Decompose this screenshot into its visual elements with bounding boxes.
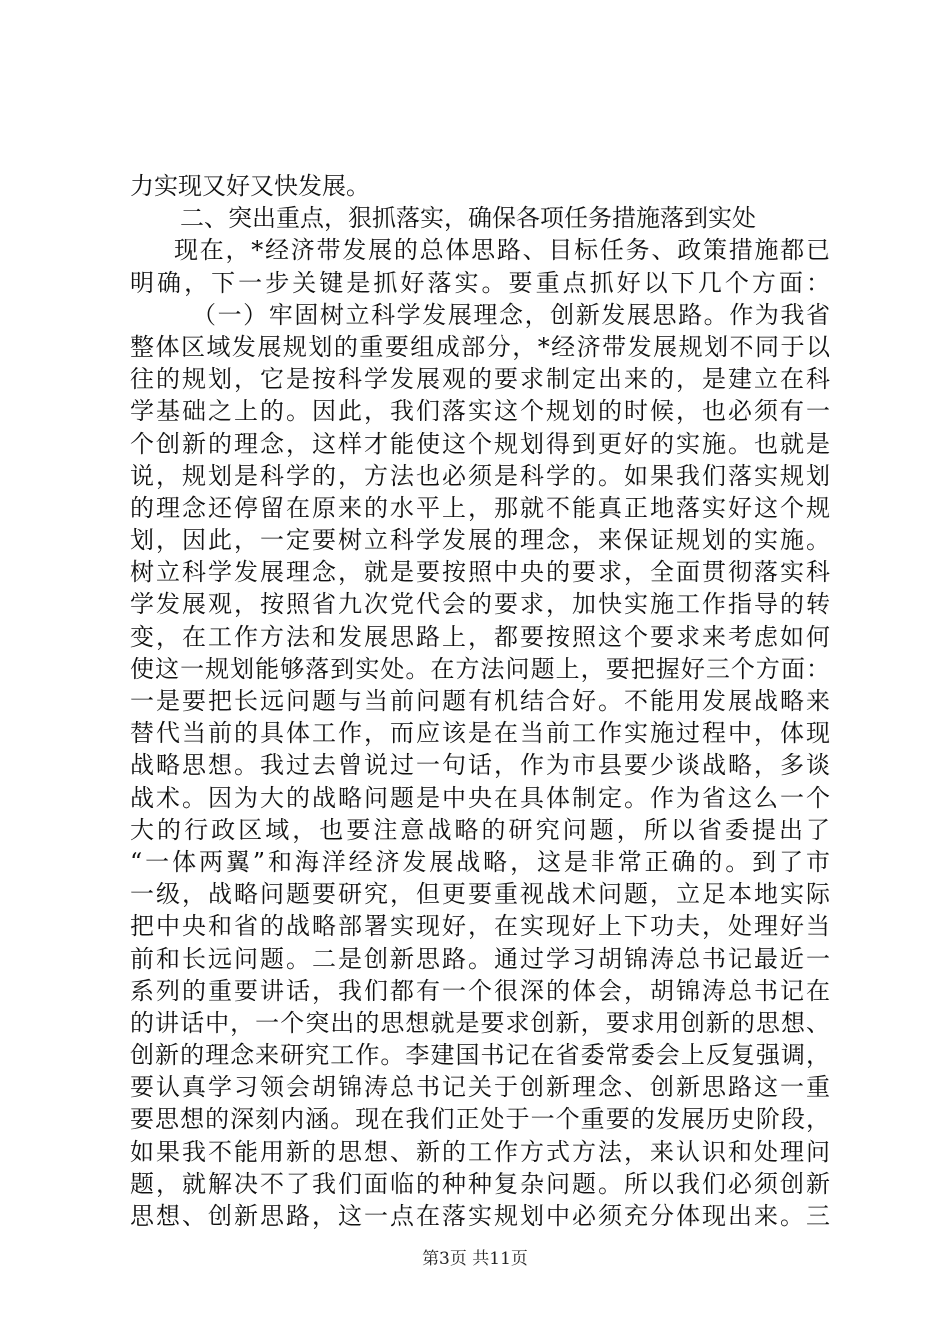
text-line: 系列的重要讲话，我们都有一个很深的体会，胡锦涛总书记在	[130, 976, 830, 1005]
text-line: 个创新的理念，这样才能使这个规划得到更好的实施。也就是	[130, 429, 830, 458]
body-text	[130, 170, 830, 1232]
text-line: 学基础之上的。因此，我们落实这个规划的时候，也必须有一	[130, 397, 830, 426]
text-line: 战术。因为大的战略问题是中央在具体制定。作为省这么一个	[130, 783, 830, 812]
text-line: 要思想的深刻内涵。现在我们正处于一个重要的发展历史阶段，	[130, 1105, 830, 1134]
text-line: 使这一规划能够落到实处。在方法问题上，要把握好三个方面：	[130, 654, 830, 683]
text-line: 思想、创新思路，这一点在落实规划中必须充分体现出来。三	[130, 1202, 830, 1230]
text-line: 明确，下一步关键是抓好落实。要重点抓好以下几个方面：	[130, 268, 830, 297]
text-line: 现在，*经济带发展的总体思路、目标任务、政策措施都已	[174, 236, 830, 265]
text-line: 的理念还停留在原来的水平上，那就不能真正地落实好这个规	[130, 493, 830, 522]
text-line: 要认真学习领会胡锦涛总书记关于创新理念、创新思路这一重	[130, 1073, 830, 1102]
text-line: 创新的理念来研究工作。李建国书记在省委常委会上反复强调，	[130, 1041, 830, 1070]
section-heading: 二、突出重点，狠抓落实，确保各项任务措施落到实处	[180, 204, 756, 233]
text-line: 树立科学发展理念，就是要按照中央的要求，全面贯彻落实科	[130, 558, 830, 587]
text-line: 一级，战略问题要研究，但更要重视战术问题，立足本地实际	[130, 880, 830, 909]
text-line: 划，因此，一定要树立科学发展的理念，来保证规划的实施。	[130, 526, 830, 555]
text-line: 一是要把长远问题与当前问题有机结合好。不能用发展战略来	[130, 687, 830, 715]
text-line: 变，在工作方法和发展思路上，都要按照这个要求来考虑如何	[130, 622, 830, 651]
text-line: 战略思想。我过去曾说过一句话，作为市县要少谈战略，多谈	[130, 751, 830, 780]
text-line: 如果我不能用新的思想、新的工作方式方法，来认识和处理问	[130, 1137, 830, 1166]
text-line: 前和长远问题。二是创新思路。通过学习胡锦涛总书记最近一	[130, 944, 830, 973]
text-line: 大的行政区域，也要注意战略的研究问题，所以省委提出了	[130, 815, 830, 844]
text-line: 往的规划，它是按科学发展观的要求制定出来的，是建立在科	[130, 365, 830, 394]
text-line: 题，就解决不了我们面临的种种复杂问题。所以我们必须创新	[130, 1169, 830, 1198]
text-line: 替代当前的具体工作，而应该是在当前工作实施过程中，体现	[130, 719, 830, 748]
text-line: 整体区域发展规划的重要组成部分，*经济带发展规划不同于以	[130, 332, 830, 361]
text-line: 力实现又好又快发展。	[130, 172, 370, 200]
text-line: “一体两翼”和海洋经济发展战略，这是非常正确的。到了市	[130, 847, 830, 876]
text-line: 学发展观，按照省九次党代会的要求，加快实施工作指导的转	[130, 590, 830, 619]
text-line: 的讲话中，一个突出的思想就是要求创新，要求用创新的思想、	[130, 1008, 830, 1037]
text-line: 说，规划是科学的，方法也必须是科学的。如果我们落实规划	[130, 461, 830, 490]
text-line: 把中央和省的战略部署实现好，在实现好上下功夫，处理好当	[130, 912, 830, 941]
subsection-heading: （一）牢固树立科学发展理念，创新发展思路。作为我省	[192, 300, 830, 329]
page-number-footer: 第3页 共11页	[422, 1249, 528, 1269]
